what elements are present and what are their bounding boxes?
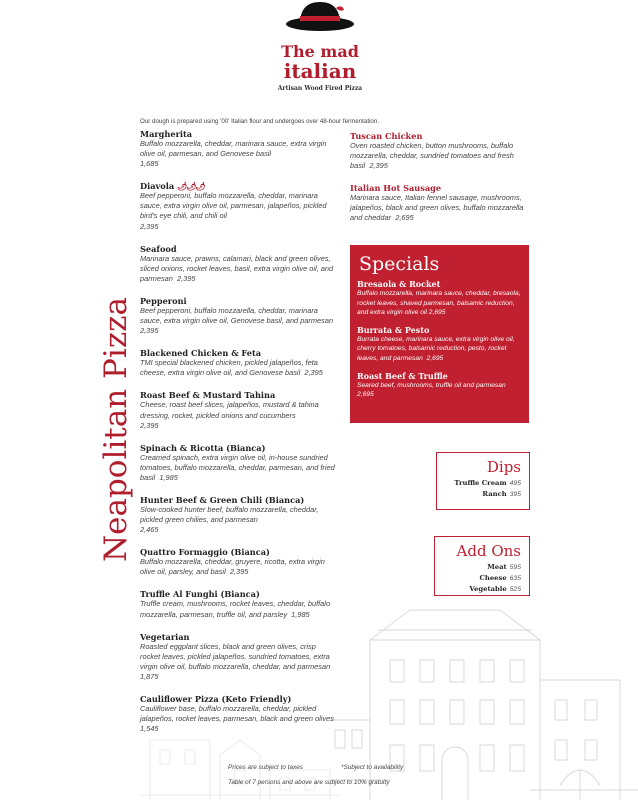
item-description: Cheese, roast beef slices, jalapeños, mustard & tahina dressing, rocket, pickled onions and cucumbers: [140, 400, 319, 420]
item-description: Cauliflower base, buffalo mozzarella, cheddar, pickled jalapeños, rocket leaves, parmesan, black and green olives: [140, 704, 334, 724]
gratuity-note: Table of 7 persons and above are subject to 10% gratuity: [228, 779, 390, 786]
special-price: 2,695: [428, 309, 446, 317]
item-price: 2,395: [304, 368, 323, 378]
brand-name-line1: The mad: [281, 42, 359, 61]
addon-price: 525: [509, 586, 521, 593]
item-price: 1,685: [140, 159, 159, 169]
right-menu-column: [350, 131, 530, 236]
item-description: Marinara sauce, prawns, calamari, black and green olives, sliced onions, rocket leaves, basil, extra virgin olive oil, and parmesan: [140, 253, 334, 283]
dip-row: [437, 478, 529, 489]
item-name: Diavola: [140, 181, 175, 192]
item-description: Beef pepperoni, buffalo mozzarella, cheddar, marinara sauce, extra virgin olive oil, Genovese basil, and parmesan: [140, 305, 334, 326]
addon-row: [435, 562, 529, 573]
item-price: 2,395: [140, 221, 159, 231]
section-title: Neapolitan Pizza: [98, 297, 134, 562]
item-description: Creamed spinach, extra virgin olive oil, in-house sundried tomatoes, buffalo mozzarella, cheddar, parmesan, and fried basil: [140, 452, 335, 482]
special-price: 2,695: [357, 391, 374, 399]
menu-item: [140, 181, 336, 231]
item-name: Spinach & Ricotta (Bianca): [140, 442, 266, 453]
dip-name: Ranch: [482, 490, 507, 498]
menu-item: [140, 390, 336, 430]
addon-name: Cheese: [479, 574, 507, 582]
specials-title: Specials: [359, 253, 440, 275]
brand-logo: [268, 0, 372, 100]
item-name: Truffle Al Funghi (Bianca): [140, 589, 260, 600]
item-name: Vegetarian: [140, 631, 190, 642]
addons-title: Add Ons: [456, 542, 521, 560]
menu-item: [140, 632, 336, 682]
addon-price: 595: [509, 564, 521, 571]
item-name: Hunter Beef & Green Chili (Bianca): [140, 494, 305, 505]
item-name: Cauliflower Pizza (Keto Friendly): [140, 694, 292, 704]
item-price: 1,985: [159, 472, 178, 482]
dip-price: 395: [509, 491, 521, 498]
item-description: TMI special blackened chicken, pickled jalapeños, feta cheese, extra virgin olive oil, and Genovese basil: [140, 358, 318, 378]
item-description: Roasted eggplant slices, black and green olives, crisp rocket leaves, pickled jalapeños, sundried tomatoes, extra virgin olive oil, buffalo mozzarella, cheddar, and parmesan: [140, 641, 331, 671]
addon-row: [435, 584, 529, 595]
item-price: 2,395: [229, 567, 249, 577]
menu-item: [140, 129, 336, 169]
special-name: Bresaola & Rocket: [357, 279, 441, 289]
special-price: 2,695: [426, 354, 444, 362]
item-price: 2,695: [395, 213, 414, 223]
item-price: 1,985: [291, 609, 310, 619]
special-name: Burrata & Pesto: [357, 324, 430, 335]
item-price: 1,545: [140, 724, 159, 734]
menu-item: [140, 547, 336, 577]
item-description: Marinara sauce, Italian fennel sausage, mushrooms, jalapeños, black and green olives, buffalo mozzarella and cheddar: [350, 193, 524, 223]
item-name: Margherita: [140, 129, 193, 139]
item-description: Buffalo mozzarella, cheddar, marinara sauce, extra virgin olive oil, parmesan, and Genovese basil: [140, 139, 327, 159]
special-item: [357, 371, 522, 400]
special-name: Roast Beef & Truffle: [357, 370, 448, 381]
dough-intro-text: Our dough is prepared using '00' Italian flour and undergoes over 48-hour fermentation.: [140, 118, 380, 125]
chili-spicy-icon: 🌶🌶🌶: [177, 181, 205, 192]
special-item: [357, 325, 522, 364]
item-price: 2,395: [140, 420, 159, 430]
item-price: 1,875: [140, 671, 159, 681]
item-name: Italian Hot Sausage: [350, 183, 442, 194]
dip-row: [437, 489, 529, 500]
dip-name: Truffle Cream: [454, 479, 507, 487]
menu-item: [140, 296, 336, 336]
dips-panel: [436, 452, 530, 510]
menu-item: [350, 183, 530, 223]
item-name: Seafood: [140, 243, 177, 254]
menu-item: [140, 244, 336, 284]
addons-panel: [434, 536, 530, 596]
item-name: Quattro Formaggio (Bianca): [140, 547, 270, 558]
item-description: Slow-cooked hunter beef, buffalo mozzarella, cheddar, pickled green chilies, and parmesan: [140, 504, 319, 525]
brand-name-line2: italian: [283, 59, 357, 83]
item-description: Truffle cream, mushrooms, rocket leaves, cheddar, buffalo mozzarella, parmesan, truffle oil, and parsley: [140, 599, 331, 619]
taxes-note: Prices are subject to taxes: [228, 764, 303, 771]
item-description: Buffalo mozzarella, cheddar, gruyere, ricotta, extra virgin olive oil, parsley, and basil: [140, 557, 325, 577]
specials-panel: [350, 245, 529, 423]
item-description: Oven roasted chicken, button mushrooms, buffalo mozzarella, cheddar, sundried tomatoes and fresh basil: [350, 141, 514, 171]
left-menu-column: [140, 129, 336, 746]
special-description: Seared beef, mushrooms, truffle oil and parmesan: [357, 381, 506, 389]
item-price: 2,395: [176, 273, 196, 283]
addon-row: [435, 573, 529, 584]
menu-item: [140, 694, 336, 734]
item-name: Pepperoni: [140, 295, 187, 306]
special-description: Buffalo mozzarella, marinara sauce, cheddar, bresaola, rocket leaves, shaved parmesan, balsamic reduction, and extra virgin olive oil: [357, 290, 521, 317]
availability-note: *Subject to availability: [341, 764, 404, 771]
addon-name: Vegetable: [469, 585, 507, 593]
menu-item: [140, 495, 336, 535]
addon-name: Meat: [487, 563, 507, 571]
item-description: Beef pepperoni, buffalo mozzarella, cheddar, marinara sauce, extra virgin olive oil, parmesan, jalapeños, pickled bird's eye chili, and chili oil: [140, 191, 327, 221]
special-item: [357, 279, 522, 318]
menu-item: [140, 589, 336, 619]
menu-item: [350, 131, 530, 171]
brand-tagline: Artisan Wood Fired Pizza: [277, 85, 363, 92]
addon-price: 635: [509, 575, 521, 582]
item-name: Tuscan Chicken: [350, 131, 423, 141]
menu-item: [140, 443, 336, 483]
item-price: 2,395: [369, 161, 388, 171]
special-description: Burrata cheese, marinara sauce, extra virgin olive oil, cherry tomatoes, balsamic reduction, pesto, rocket leaves, and parmesan: [357, 335, 515, 362]
item-name: Roast Beef & Mustard Tahina: [140, 390, 276, 401]
item-name: Blackened Chicken & Feta: [140, 348, 262, 359]
item-price: 2,465: [140, 525, 159, 535]
item-price: 2,395: [140, 326, 159, 336]
dip-price: 495: [509, 480, 521, 487]
menu-item: [140, 348, 336, 378]
dips-title: Dips: [486, 458, 521, 476]
fedora-hat-icon: [286, 0, 354, 34]
